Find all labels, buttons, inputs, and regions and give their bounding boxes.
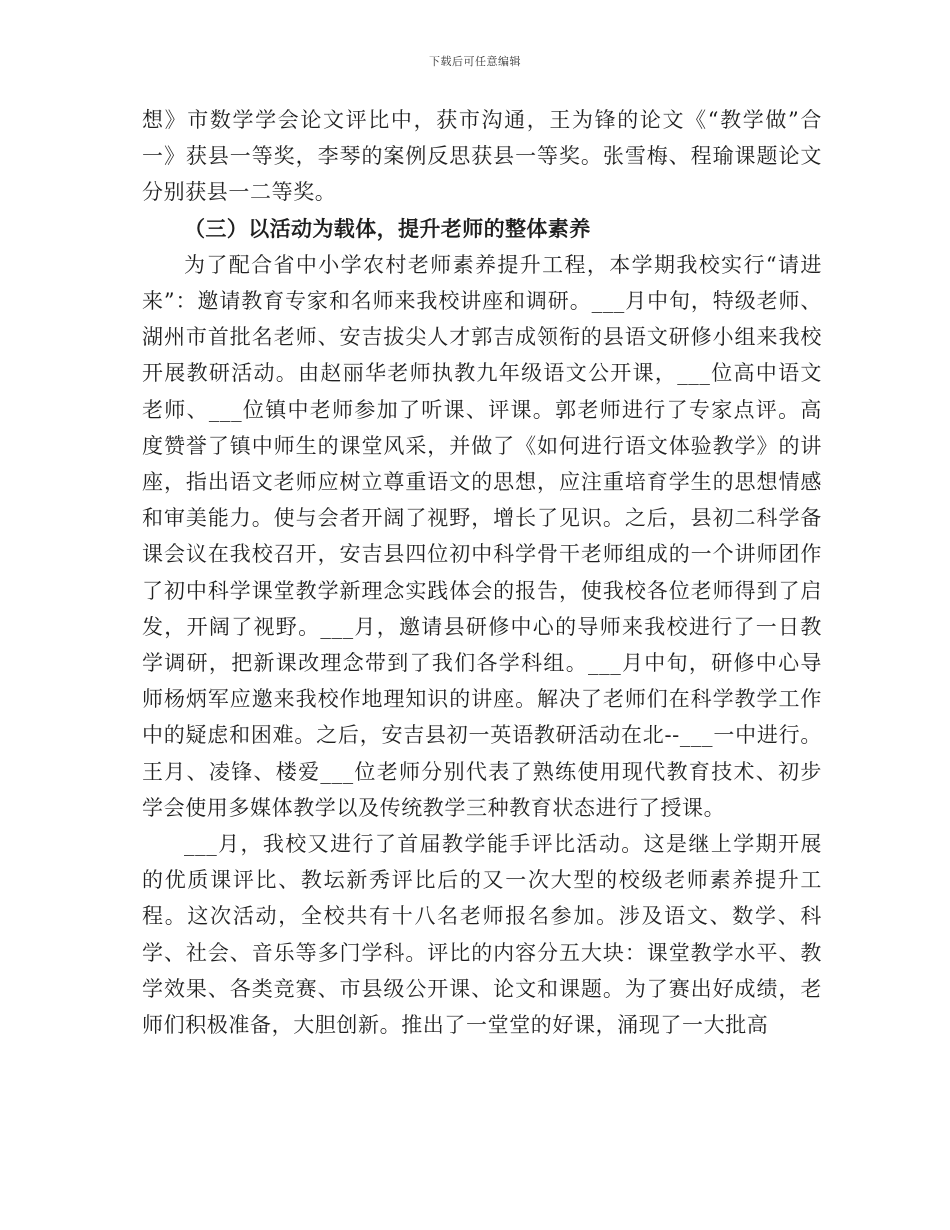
document-body [142,102,822,1043]
paragraph-activities: 为了配合省中小学农村老师素养提升工程，本学期我校实行“请进来”：邀请教育专家和名师来我校讲座和调研。___月中旬，特级老师、湖州市首批名老师、安吉拔尖人才郭吉成领衔的县语文研修小组来我校开展教研活动。由赵丽华老师执教九年级语文公开课，___位高中语文老师、___位镇中老师参加了听课、评课。郭老师进行了专家点评。高度赞誉了镇中师生的课堂风采，并做了《如何进行语文体验教学》的讲座，指出语文老师应树立尊重语文的思想，应注重培育学生的思想情感和审美能力。使与会者开阔了视野，增长了见识。之后，县初二科学备课会议在我校召开，安吉县四位初中科学骨干老师组成的一个讲师团作了初中科学课堂教学新理念实践体会的报告，使我校各位老师得到了启发，开阔了视野。___月，邀请县研修中心的导师来我校进行了一日教学调研，把新课改理念带到了我们各学科组。___月中旬，研修中心导师杨炳军应邀来我校作地理知识的讲座。解决了老师们在科学教学工作中的疑虑和困难。之后，安吉县初一英语教研活动在北--___一中进行。王月、凌锋、楼爱___位老师分别代表了熟练使用现代教育技术、初步学会使用多媒体教学以及传统教学三种教育状态进行了授课。 [142,252,822,820]
paragraph-competition: ___月，我校又进行了首届教学能手评比活动。这是继上学期开展的优质课评比、教坛新秀评比后的又一次大型的校级老师素养提升工程。这次活动，全校共有十八名老师报名参加。涉及语文、数学、科学、社会、音乐等多门学科。评比的内容分五大块：课堂教学水平、教学效果、各类竞赛、市县级公开课、论文和课题。为了赛出好成绩，老师们积极准备，大胆创新。推出了一堂堂的好课，涌现了一大批高 [142,832,822,1038]
page-header: 下载后可任意编辑 [429,55,521,68]
paragraph-continuation: 想》市数学学会论文评比中，获市沟通，王为锋的论文《“教学做”合一》获县一等奖，李琴的案例反思获县一等奖。张雪梅、程瑜课题论文分别获县一二等奖。 [142,108,822,205]
section-heading: （三）以活动为载体，提升老师的整体素养 [184,216,591,241]
